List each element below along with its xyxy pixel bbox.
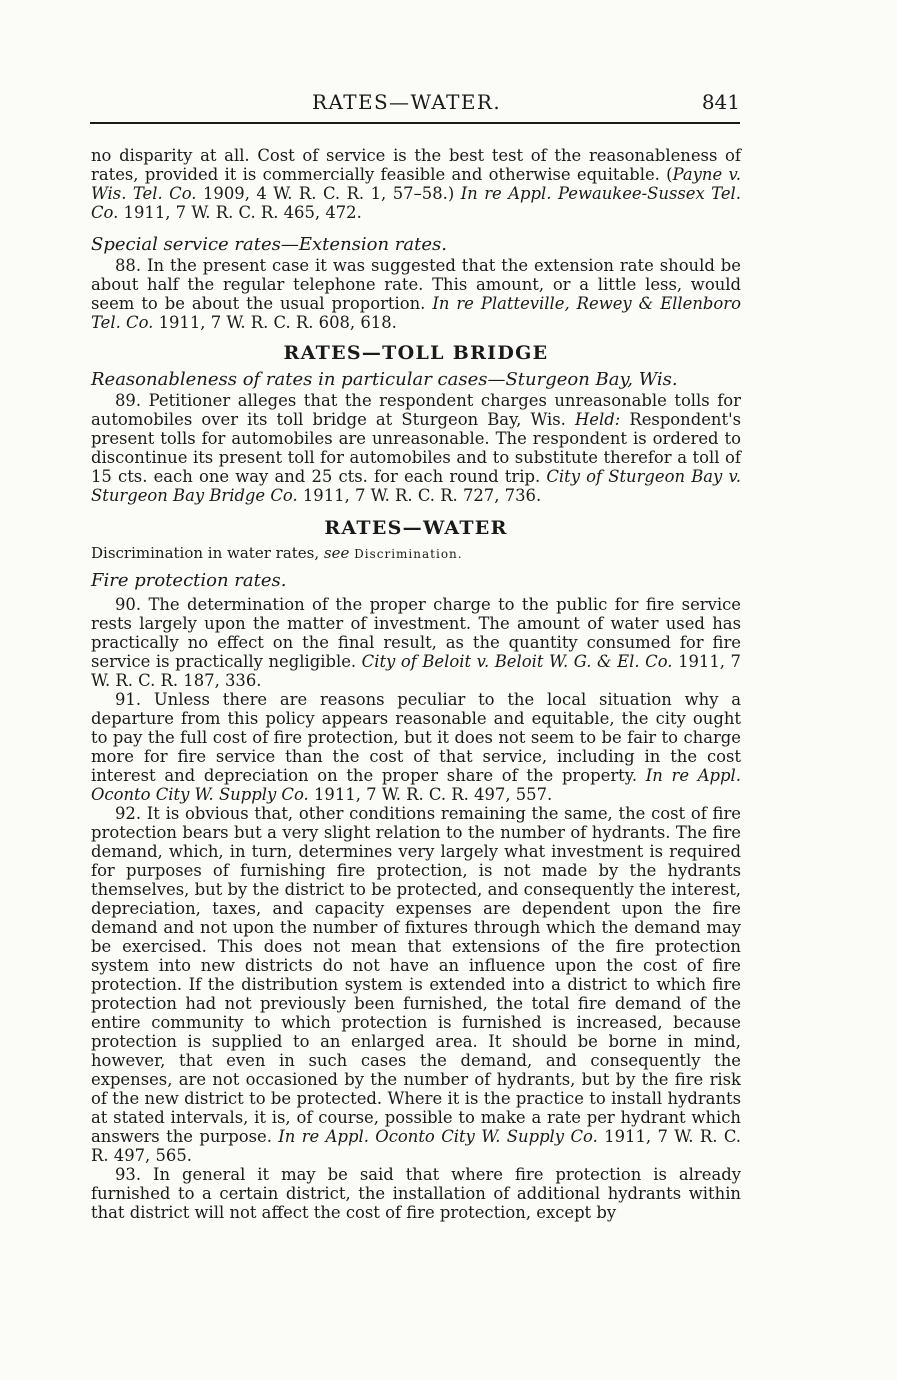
cross-reference: Discrimination in water rates, see Discrimination. xyxy=(91,544,463,562)
paragraph-91: 91. Unless there are reasons peculiar to the local situation why a departure from this policy appears reasonable and equitable, the city ought to pay the full cost of fire protection, but it does not seem to be fair to charge more for fire service than the cost of that service, including in the cost interest and depreciation on the proper share of the property. In re Appl. Oconto City W. Supply Co. 1911, 7 W. R. C. R. 497, 557. xyxy=(91,690,741,804)
subheading-special-service: Special service rates—Extension rates. xyxy=(91,234,447,255)
paragraph-93: 93. In general it may be said that where fire protection is already furnished to a certain district, the installation of additional hydrants within that district will not affect the cost of fire protection, except by xyxy=(91,1165,741,1222)
paragraph-92: 92. It is obvious that, other conditions remaining the same, the cost of fire protection bears but a very slight relation to the number of hydrants. The fire demand, which, in turn, determines very largely what investment is required for purposes of furnishing fire protection, is not made by the hydrants themselves, but by the district to be protected, and consequently the interest, depreciation, taxes, and capacity expenses are dependent upon the fire demand and not upon the number of fixtures through which the demand may be exercised. This does not mean that extensions of the fire protection system into new districts do not have an influence upon the cost of fire protection. If the distribution system is extended into a district to which fire protection had not previously been furnished, the total fire demand of the entire community to which protection is furnished is increased, because protection is supplied to an enlarged area. It should be borne in mind, however, that even in such cases the demand, and consequently the expenses, are not occasioned by the number of hydrants, but by the fire risk of the new district to be protected. Where it is the practice to install hydrants at stated intervals, it is, of course, possible to make a rate per hydrant which answers the purpose. In re Appl. Oconto City W. Supply Co. 1911, 7 W. R. C. R. 497, 565. xyxy=(91,804,741,1165)
paragraph-89: 89. Petitioner alleges that the respondent charges unreasonable tolls for automobiles over its toll bridge at Sturgeon Bay, Wis. Held: Respondent's present tolls for automobiles are unreasonable. The respondent is ordered to discontinue its present toll for automobiles and to substitute therefor a toll of 15 cts. each one way and 25 cts. for each round trip. City of Sturgeon Bay v. Sturgeon Bay Bridge Co. 1911, 7 W. R. C. R. 727, 736. xyxy=(91,391,741,505)
subheading-fire-protection: Fire protection rates. xyxy=(91,570,287,591)
page-number: 841 xyxy=(701,90,740,114)
running-head: RATES—WATER. xyxy=(312,90,502,114)
subheading-reasonableness: Reasonableness of rates in particular cases—Sturgeon Bay, Wis. xyxy=(91,369,678,390)
paragraph-88: 88. In the present case it was suggested that the extension rate should be about half the regular telephone rate. This amount, or a little less, would seem to be about the usual proportion. In re Platteville, Rewey & Ellenboro Tel. Co. 1911, 7 W. R. C. R. 608, 618. xyxy=(91,256,741,332)
paragraph-continued: no disparity at all. Cost of service is the best test of the reasonableness of rates, provided it is commercially feasible and otherwise equitable. (Payne v. Wis. Tel. Co. 1909, 4 W. R. C. R. 1, 57–58.) In re Appl. Pewaukee-Sussex Tel. Co. 1911, 7 W. R. C. R. 465, 472. xyxy=(91,146,741,222)
section-heading-water: RATES—WATER xyxy=(324,517,508,539)
page-header xyxy=(90,88,740,120)
page-body xyxy=(91,146,741,1222)
paragraph-90: 90. The determination of the proper charge to the public for fire service rests largely upon the matter of investment. The amount of water used has practically no effect on the final result, as the quantity consumed for fire service is practically negligible. City of Beloit v. Beloit W. G. & El. Co. 1911, 7 W. R. C. R. 187, 336. xyxy=(91,595,741,690)
header-rule xyxy=(90,122,740,124)
section-heading-toll-bridge: RATES—TOLL BRIDGE xyxy=(283,342,549,364)
